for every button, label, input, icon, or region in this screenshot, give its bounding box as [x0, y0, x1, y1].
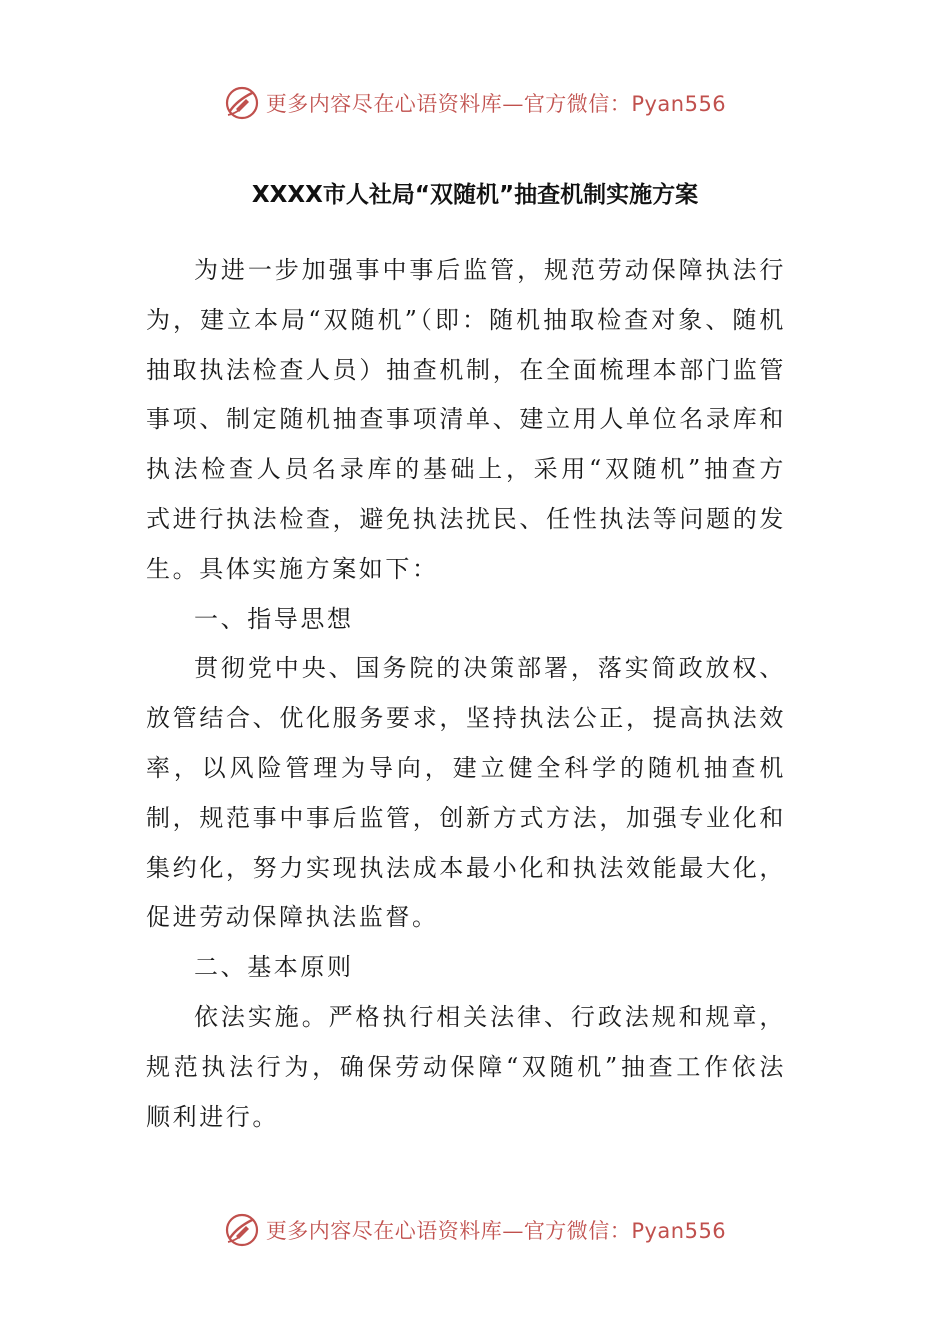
watermark-text: 更多内容尽在心语资料库—官方微信：Pyan556	[265, 92, 727, 116]
guiding-ideology-paragraph: 贯彻党中央、国务院的决策部署，落实简政放权、放管结合、优化服务要求，坚持执法公正，提高执法效率，以风险管理为导向，建立健全科学的随机抽查机制，规范事中事后监管，创新方式方法，加强专业化和集约化，努力实现执法成本最小化和执法效能最大化，促进劳动保障执法监督。	[146, 654, 786, 932]
watermark-banner-top	[0, 83, 950, 123]
document-body	[146, 246, 786, 1142]
intro-paragraph: 为进一步加强事中事后监管，规范劳动保障执法行为，建立本局“双随机”（即：随机抽取检查对象、随机抽取执法检查人员）抽查机制，在全面梳理本部门监管事项、制定随机抽查事项清单、建立用人单位名录库和执法检查人员名录库的基础上，采用“双随机”抽查方式进行执法检查，避免执法扰民、任性执法等问题的发生。具体实施方案如下：	[146, 256, 786, 583]
pen-circle-icon	[224, 85, 260, 121]
pen-circle-icon	[224, 1212, 260, 1248]
watermark-text: 更多内容尽在心语资料库—官方微信：Pyan556	[265, 1219, 727, 1243]
basic-principles-paragraph: 依法实施。严格执行相关法律、行政法规和规章，规范执法行为，确保劳动保障“双随机”抽查工作依法顺利进行。	[146, 1002, 786, 1131]
section-heading-guiding-ideology: 一、指导思想	[194, 604, 354, 633]
document-title: XXXX市人社局“双随机”抽查机制实施方案	[251, 182, 699, 208]
watermark-banner-bottom	[0, 1210, 950, 1250]
section-heading-basic-principles: 二、基本原则	[194, 953, 354, 982]
